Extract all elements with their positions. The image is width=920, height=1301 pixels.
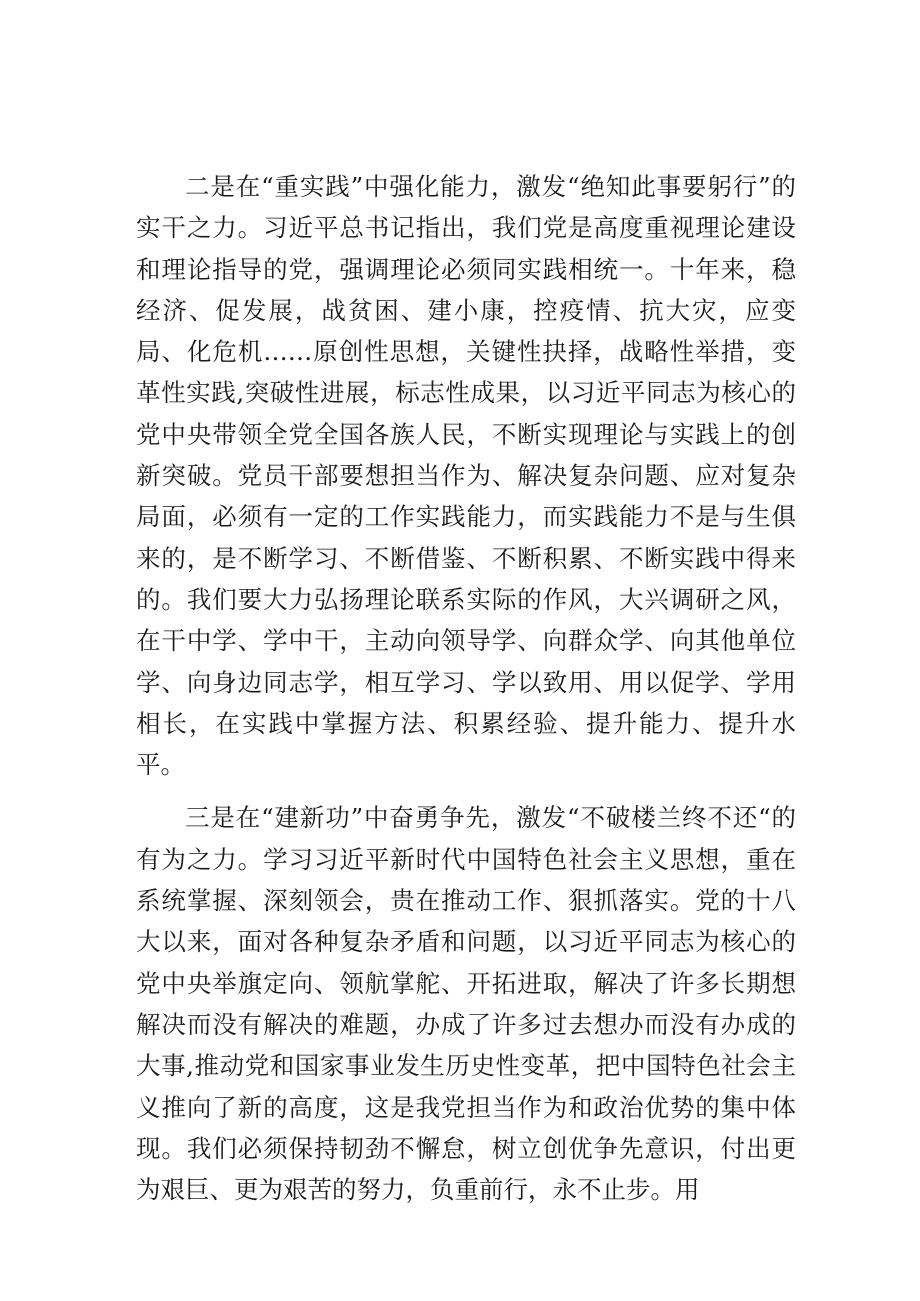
document-body xyxy=(136,166,796,1210)
paragraph-practice: 二是在“重实践”中强化能力，激发“绝知此事要躬行”的实干之力。习近平总书记指出，我们党是高度重视理论建设和理论指导的党，强调理论必须同实践相统一。十年来，稳经济、促发展，战贫困、建小康，控疫情、抗大灾，应变局、化危机……原创性思想，关键性抉择，战略性举措，变革性实践,突破性进展，标志性成果，以习近平同志为核心的党中央带领全党全国各族人民，不断实现理论与实践上的创新突破。党员干部要想担当作为、解决复杂问题、应对复杂局面，必须有一定的工作实践能力，而实践能力不是与生俱来的，是不断学习、不断借鉴、不断积累、不断实践中得来的。我们要大力弘扬理论联系实际的作风，大兴调研之风，在干中学、学中干，主动向领导学、向群众学、向其他单位学、向身边同志学，相互学习、学以致用、用以促学、学用相长，在实践中掌握方法、积累经验、提升能力、提升水平。 xyxy=(136,172,796,780)
paragraph-new-achievements: 三是在“建新功”中奋勇争先，激发“不破楼兰终不还“的有为之力。学习习近平新时代中国特色社会主义思想，重在系统掌握、深刻领会，贵在推动工作、狠抓落实。党的十八大以来，面对各种复杂矛盾和问题，以习近平同志为核心的党中央举旗定向、领航掌舵、开拓进取，解决了许多长期想解决而没有解决的难题，办成了许多过去想办而没有办成的大事,推动党和国家事业发生历史性变革，把中国特色社会主义推向了新的高度，这是我党担当作为和政治优势的集中体现。我们必须保持韧劲不懈怠，树立创优争先意识，付出更为艰巨、更为艰苦的努力，负重前行，永不止步。用 xyxy=(136,803,796,1205)
